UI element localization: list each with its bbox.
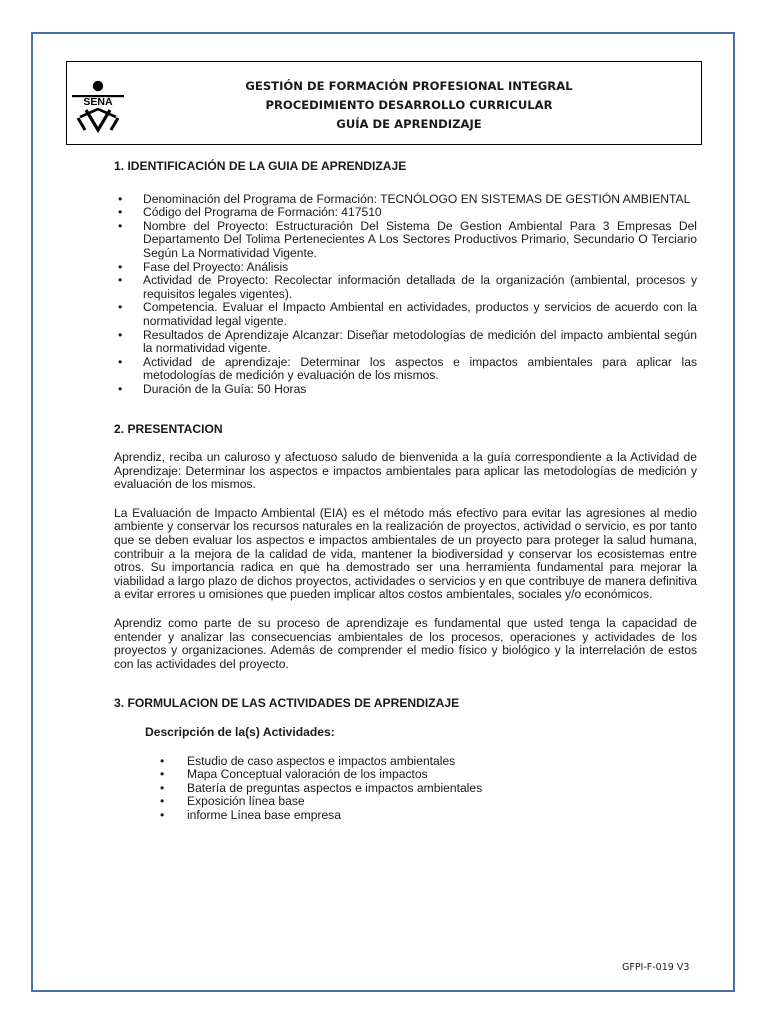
logo-arms <box>80 109 116 117</box>
activities-subtitle: Descripción de la(s) Actividades: <box>145 725 335 739</box>
list-item <box>160 809 697 823</box>
list-item <box>160 795 697 809</box>
bullet: • <box>118 218 123 233</box>
list-item <box>114 301 697 328</box>
bullet: • <box>118 191 123 206</box>
list-item-text: Código del Programa de Formación: 417510 <box>143 205 382 220</box>
list-item-text: Exposición línea base <box>187 794 305 809</box>
list-item-text: Estudio de caso aspectos e impactos ambientales <box>187 753 456 768</box>
bullet: • <box>160 794 165 809</box>
bullet: • <box>160 767 165 782</box>
bullet: • <box>118 327 123 342</box>
presentation-paragraph-1: Aprendiz, reciba un caluroso y afectuoso saludo de bienvenida a la guía correspondiente a la Actividad de Aprendizaje: Determinar los aspectos e impactos ambientales para aplicar las metodologías de medición y evaluación de los mismos. <box>114 450 697 492</box>
list-item <box>160 782 697 796</box>
list-item <box>114 261 697 275</box>
list-item-text: Batería de preguntas aspectos e impactos ambientales <box>187 780 483 795</box>
section-3-title: 3. FORMULACION DE LAS ACTIVIDADES DE APRENDIZAJE <box>114 696 460 711</box>
list-item-text: Actividad de aprendizaje: Determinar los aspectos e impactos ambientales para aplicar las metodologías de medición y evaluación de los mismos. <box>143 354 697 383</box>
presentation-paragraph-3: Aprendiz como parte de su proceso de aprendizaje es fundamental que usted tenga la capacidad de entender y analizar las consecuencias ambientales de los procesos, operaciones y actividades de los proyectos y organizaciones. Además de comprender el medio físico y biológico y la interrelación de estos con las actividades del proyecto. <box>114 616 697 671</box>
list-item <box>114 356 697 383</box>
bullet: • <box>118 273 123 288</box>
list-item-text: Resultados de Aprendizaje Alcanzar: Diseñar metodologías de medición del impacto ambiental según la normatividad vigente. <box>143 327 697 356</box>
list-item <box>160 755 697 769</box>
list-item <box>114 206 697 220</box>
sena-logo <box>70 76 126 134</box>
bullet: • <box>118 354 123 369</box>
list-item-text: Duración de la Guía: 50 Horas <box>143 381 307 396</box>
form-code: GFPI-F-019 V3 <box>622 962 690 973</box>
section-2-title: 2. PRESENTACION <box>114 421 223 436</box>
logo-text: SENA <box>83 96 113 108</box>
bullet: • <box>118 381 123 396</box>
section-1-title: 1. IDENTIFICACIÓN DE LA GUIA DE APRENDIZAJE <box>114 159 407 173</box>
bullet: • <box>118 300 123 315</box>
bullet: • <box>118 259 123 274</box>
list-item <box>114 193 697 207</box>
list-item-text: Denominación del Programa de Formación: TECNÓLOGO EN SISTEMAS DE GESTIÓN AMBIENTAL <box>143 191 691 206</box>
list-item <box>114 329 697 356</box>
header-line-3: GUÍA DE APRENDIZAJE <box>336 117 482 131</box>
list-item-text: informe Línea base empresa <box>187 807 341 822</box>
document-content <box>114 160 697 823</box>
list-item <box>114 383 697 397</box>
presentation-paragraph-2: La Evaluación de Impacto Ambiental (EIA) es el método más efectivo para evitar las agresiones al medio ambiente y conservar los recursos naturales en la realización de proyectos, actividad o servicio, es por tanto que se deben evaluar los aspectos e impactos ambientales de un proyecto para proteger la salud humana, contribuir a la mejora de la calidad de vida, mantener la biodiversidad y conservar los ecosistemas entre otros. Su importancia radica en que ha demostrado ser una herramienta fundamental para mejorar la viabilidad a largo plazo de dichos proyectos, actividades o servicios y en que contribuye de manera definitiva a evitar errores u omisiones que pueden implicar altos costos ambientales, sociales y/o económicos. <box>114 505 697 602</box>
list-item <box>114 274 697 301</box>
list-item-text: Competencia. Evaluar el Impacto Ambiental en actividades, productos y servicios de acuerdo con la normatividad legal vigente. <box>143 300 697 328</box>
list-item-text: Nombre del Proyecto: Estructuración Del Sistema De Gestion Ambiental Para 3 Empresas Del Departamento Del Tolima Pertenecientes A Los Sectores Productivos Primario, Secundario O Terciario Según La Normatividad Vigente. <box>143 218 697 260</box>
list-item-text: Actividad de Proyecto: Recolectar información detallada de la organización (ambiental, procesos y requisitos legales vigentes). <box>143 273 697 301</box>
header-line-1: GESTIÓN DE FORMACIÓN PROFESIONAL INTEGRAL <box>245 79 573 93</box>
logo-head <box>93 81 103 91</box>
bullet: • <box>160 780 165 795</box>
bullet: • <box>160 753 165 768</box>
header-title <box>130 77 688 134</box>
logo-outer-right <box>111 118 118 130</box>
header-line-2: PROCEDIMIENTO DESARROLLO CURRICULAR <box>265 98 553 112</box>
list-item-text: Fase del Proyecto: Análisis <box>143 259 289 274</box>
identification-list <box>114 193 697 397</box>
logo-outer-left <box>78 118 85 130</box>
list-item-text: Mapa Conceptual valoración de los impactos <box>187 767 428 782</box>
list-item <box>114 220 697 261</box>
list-item <box>160 768 697 782</box>
bullet: • <box>118 205 123 220</box>
activities-list <box>160 755 697 823</box>
bullet: • <box>160 807 165 822</box>
